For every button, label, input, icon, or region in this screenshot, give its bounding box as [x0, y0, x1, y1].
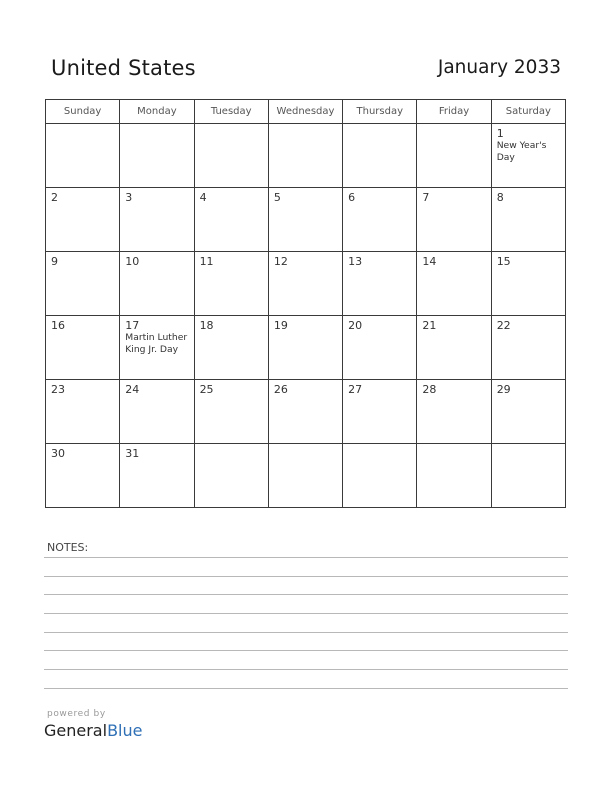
week-row: [46, 124, 566, 188]
day-cell: [194, 188, 268, 252]
day-cell: [120, 316, 194, 380]
day-cell: [417, 188, 491, 252]
day-cell: [120, 444, 194, 508]
day-cell: [491, 124, 565, 188]
day-cell: [120, 252, 194, 316]
day-cell: [194, 316, 268, 380]
notes-line: [44, 669, 568, 670]
day-number: 20: [348, 319, 363, 332]
day-cell: [491, 444, 565, 508]
day-number: 23: [51, 383, 65, 396]
notes-line: [44, 632, 568, 633]
calendar-country-title: United States: [51, 56, 196, 80]
day-cell: [417, 316, 491, 380]
day-number: 22: [496, 319, 511, 332]
day-cell: [46, 124, 120, 188]
day-cell: [343, 444, 417, 508]
day-cell: [343, 252, 417, 316]
day-number: 28: [422, 383, 437, 396]
week-row: [46, 316, 566, 380]
day-cell: [343, 380, 417, 444]
day-cell: [491, 380, 565, 444]
day-number: 5: [273, 191, 281, 204]
day-cell: [268, 444, 342, 508]
powered-by-text: powered by: [47, 709, 106, 719]
generalblue-logo[interactable]: [44, 721, 142, 740]
day-number: 11: [199, 255, 214, 268]
day-number: 4: [199, 191, 207, 204]
day-cell: [46, 444, 120, 508]
day-number: 30: [51, 447, 65, 460]
weekday-header-row: [46, 100, 566, 124]
notes-label: NOTES:: [47, 541, 89, 554]
day-cell: [194, 252, 268, 316]
day-number: 18: [199, 319, 214, 332]
day-cell: [417, 380, 491, 444]
holiday-label: Martin Luther King Jr. Day: [125, 332, 188, 355]
day-cell: [120, 380, 194, 444]
week-row: [46, 444, 566, 508]
week-row: [46, 252, 566, 316]
day-cell: [268, 124, 342, 188]
day-number: 17: [125, 319, 140, 332]
notes-line: [44, 650, 568, 651]
day-cell: [343, 188, 417, 252]
notes-line: [44, 594, 568, 595]
day-number: 15: [496, 255, 511, 268]
weekday-thursday: Thursday: [343, 100, 417, 124]
day-cell: [491, 252, 565, 316]
notes-line: [44, 613, 568, 614]
day-number: 21: [422, 319, 437, 332]
brand-general-text: General: [44, 721, 108, 740]
day-cell: [343, 124, 417, 188]
weekday-tuesday: Tuesday: [194, 100, 268, 124]
day-cell: [194, 380, 268, 444]
weekday-saturday: Saturday: [491, 100, 565, 124]
day-cell: [417, 124, 491, 188]
day-number: 7: [422, 191, 430, 204]
day-number: 3: [125, 191, 133, 204]
day-number: 13: [348, 255, 363, 268]
weekday-friday: Friday: [417, 100, 491, 124]
calendar-grid: [45, 99, 566, 508]
brand-blue-text: Blue: [107, 721, 143, 740]
day-cell: [46, 380, 120, 444]
day-number: 31: [125, 447, 140, 460]
day-cell: [343, 316, 417, 380]
day-number: 29: [496, 383, 511, 396]
day-number: 14: [422, 255, 437, 268]
weekday-wednesday: Wednesday: [268, 100, 342, 124]
weekday-sunday: Sunday: [46, 100, 120, 124]
day-number: 12: [273, 255, 288, 268]
day-cell: [417, 252, 491, 316]
notes-line: [44, 688, 568, 689]
day-number: 2: [51, 191, 58, 204]
day-cell: [194, 124, 268, 188]
day-cell: [46, 252, 120, 316]
day-number: 1: [496, 127, 504, 140]
day-number: 26: [273, 383, 288, 396]
weekday-monday: Monday: [120, 100, 194, 124]
day-cell: [120, 124, 194, 188]
notes-line: [44, 576, 568, 577]
day-cell: [268, 252, 342, 316]
day-number: 10: [125, 255, 140, 268]
day-number: 24: [125, 383, 140, 396]
day-cell: [268, 188, 342, 252]
day-cell: [491, 316, 565, 380]
day-cell: [120, 188, 194, 252]
day-cell: [417, 444, 491, 508]
week-row: [46, 380, 566, 444]
day-cell: [46, 316, 120, 380]
day-number: 8: [496, 191, 504, 204]
day-cell: [46, 188, 120, 252]
holiday-label: New Year's Day: [496, 140, 547, 163]
day-number: 27: [348, 383, 363, 396]
day-number: 19: [273, 319, 288, 332]
day-number: 25: [199, 383, 214, 396]
day-number: 6: [348, 191, 356, 204]
day-cell: [491, 188, 565, 252]
day-cell: [268, 316, 342, 380]
notes-line: [44, 557, 568, 558]
day-number: 16: [51, 319, 65, 332]
day-number: 9: [51, 255, 58, 268]
calendar-month-title: January 2033: [437, 57, 561, 78]
day-cell: [268, 380, 342, 444]
week-row: [46, 188, 566, 252]
day-cell: [194, 444, 268, 508]
